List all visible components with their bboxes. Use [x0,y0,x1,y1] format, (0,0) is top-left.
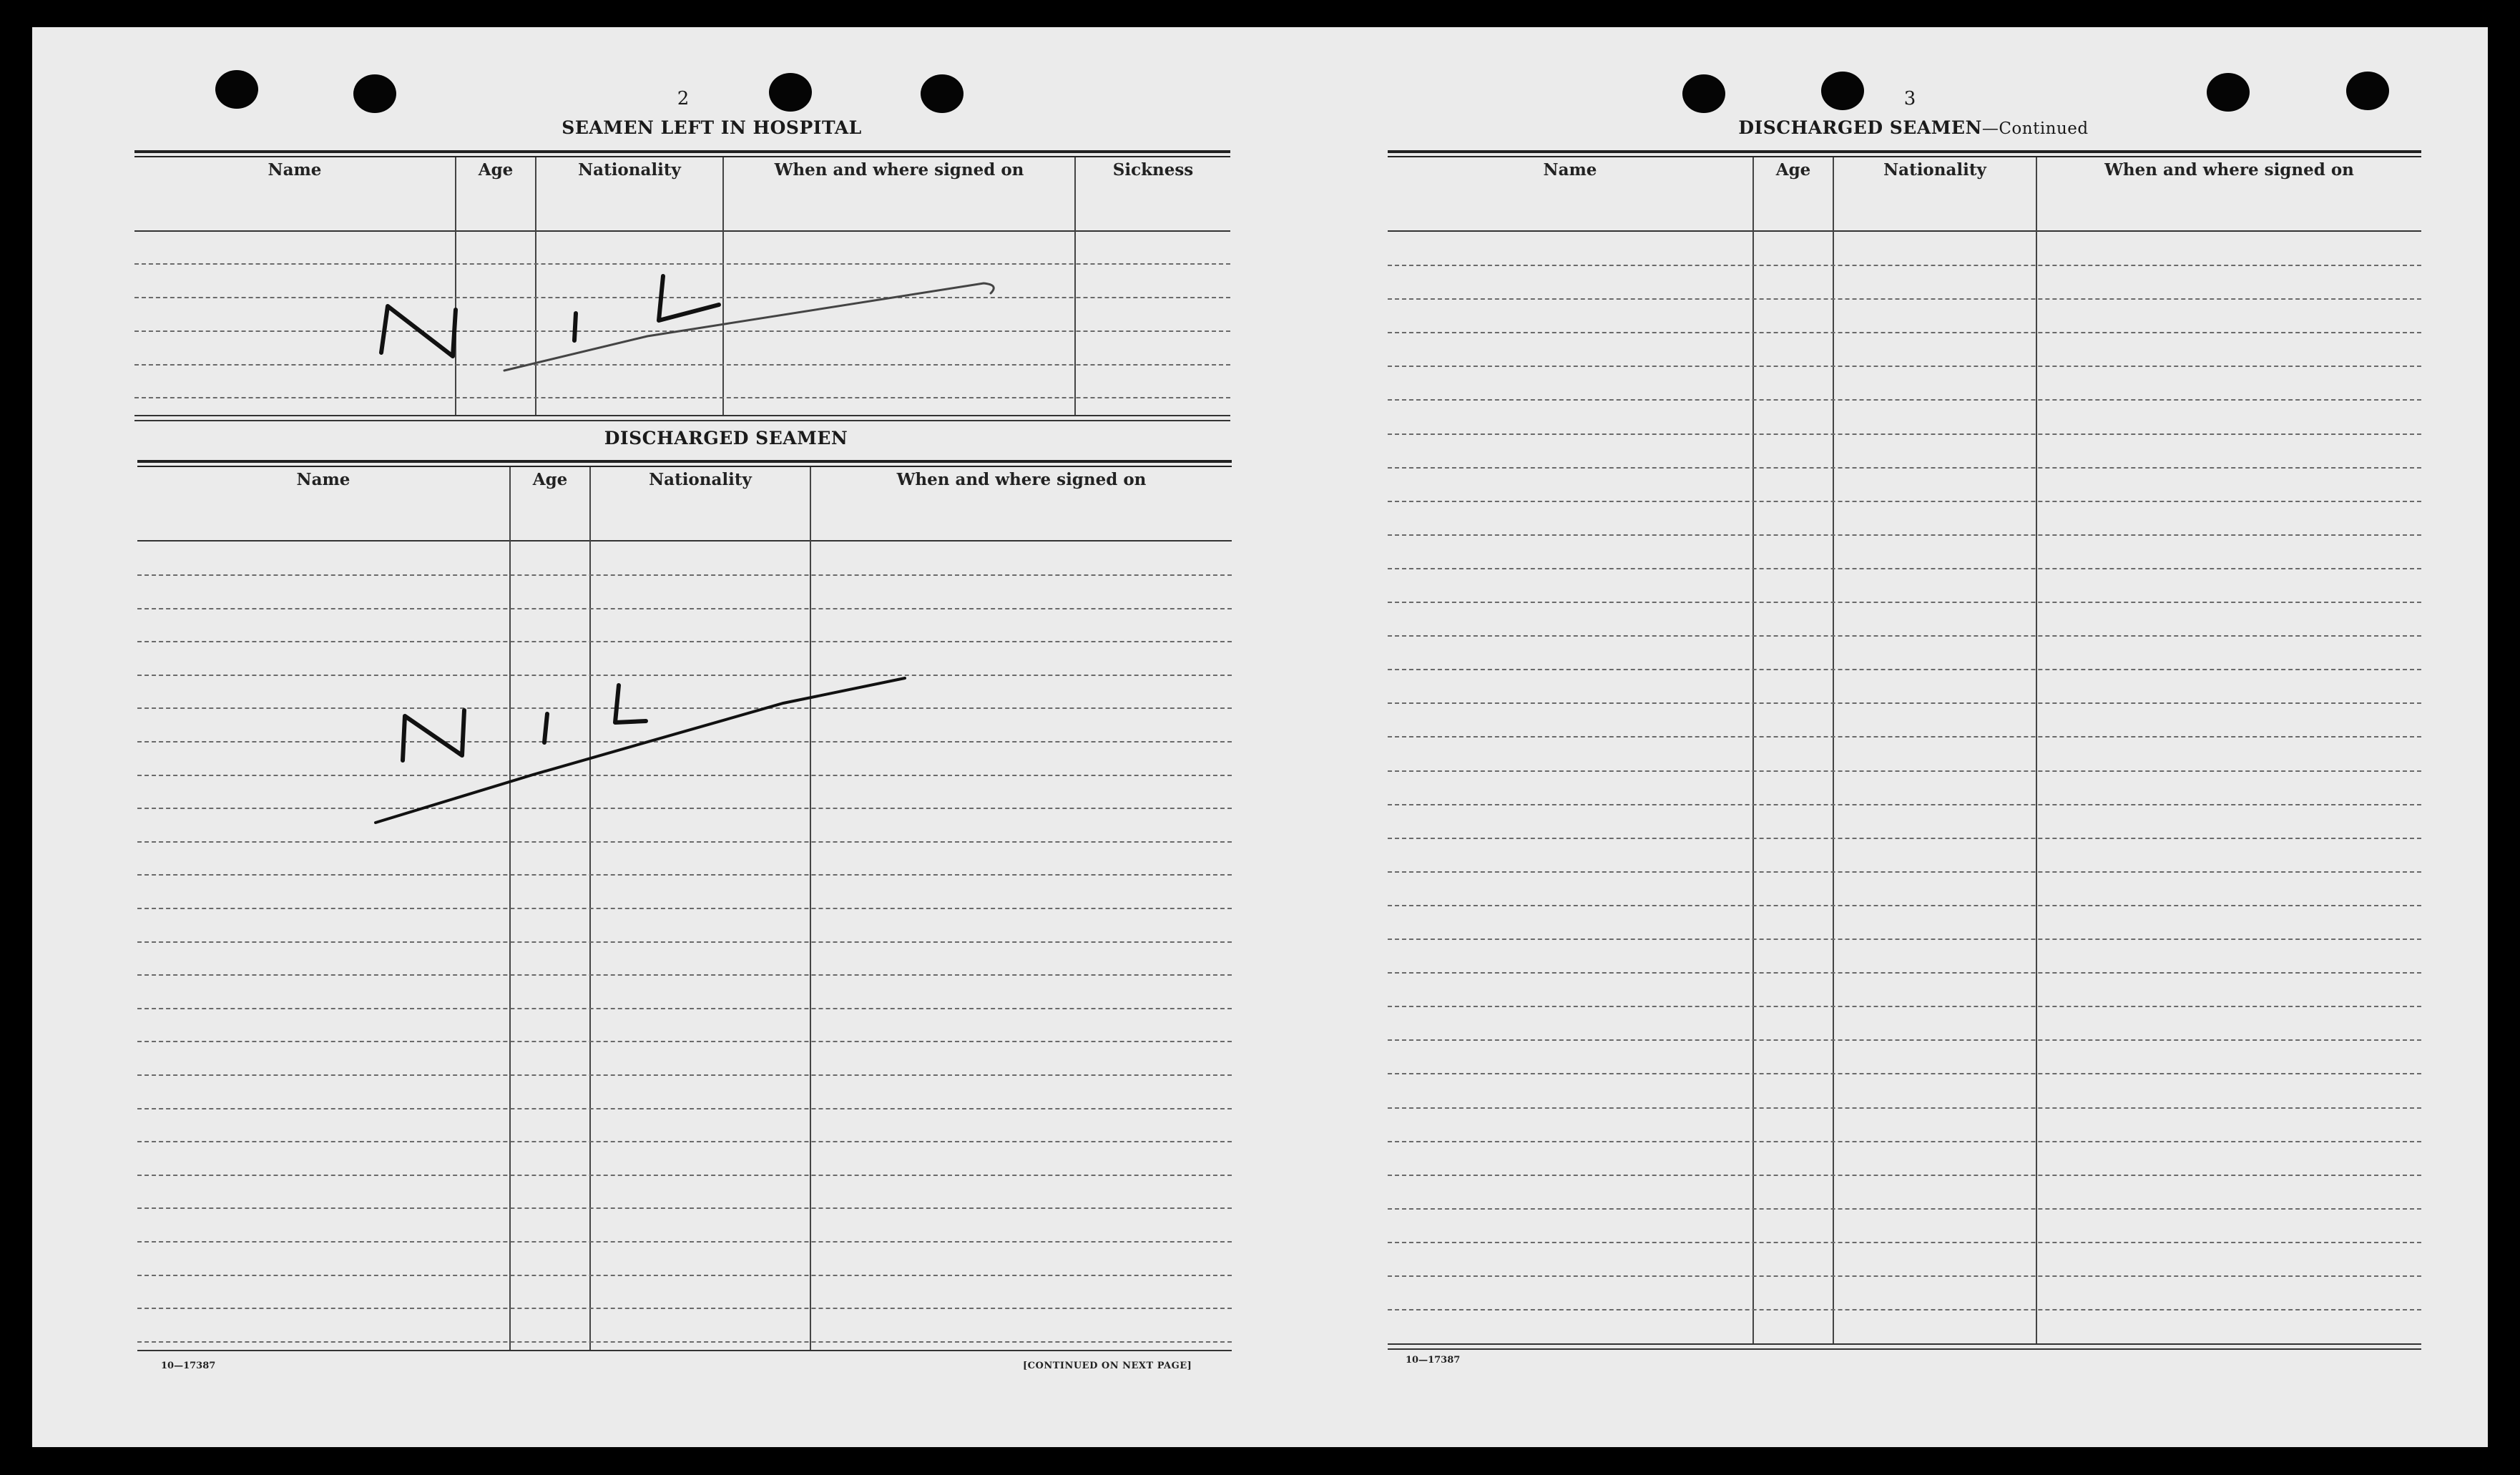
form-number-left: 10—17387 [161,1361,216,1371]
hospital-table [134,150,1230,444]
table-row [1388,905,2421,906]
form-number-right: 10—17387 [1406,1355,1461,1366]
col-header-nationality: Nationality [649,470,752,489]
col-header-age: Age [1775,160,1811,180]
col-header-signed-on: When and where signed on [774,160,1024,180]
table-row [137,941,1232,943]
table-row [1388,298,2421,300]
table-row [1388,332,2421,333]
punch-hole [353,74,396,113]
table-row [1388,602,2421,603]
continued-note: [CONTINUED ON NEXT PAGE] [1023,1361,1192,1371]
table-row [137,1141,1232,1142]
page-number-left: 2 [677,88,690,109]
table-row [137,1008,1232,1009]
table-row [137,675,1232,676]
table-row [137,1207,1232,1209]
table-row [1388,1242,2421,1243]
col-header-age: Age [478,160,514,180]
table-row [137,741,1232,743]
discharged-continued-title [1663,117,2164,138]
table-row [1388,804,2421,805]
table-row [137,1108,1232,1109]
table-row [137,608,1232,609]
col-header-age: Age [532,470,568,489]
table-row [1388,669,2421,670]
table-row [1388,1073,2421,1074]
punch-hole [2207,73,2250,112]
table-row [137,1175,1232,1176]
table-row [1388,635,2421,637]
table-row [1388,433,2421,435]
table-row [1388,399,2421,401]
col-header-name: Name [268,160,322,180]
table-row [1388,702,2421,704]
title-suffix: —Continued [1981,119,2089,138]
table-row [137,707,1232,709]
table-row [1388,467,2421,469]
table-row [137,841,1232,843]
punch-hole [215,70,258,109]
table-row [1388,1107,2421,1109]
table-row [1388,1141,2421,1142]
table-row [137,574,1232,576]
hospital-section-title: SEAMEN LEFT IN HOSPITAL [562,117,862,138]
table-row [1388,871,2421,873]
table-row [1388,501,2421,502]
table-row [1388,736,2421,738]
table-row [1388,568,2421,569]
table-row [137,1308,1232,1309]
col-header-name: Name [1543,160,1597,180]
table-row [137,641,1232,642]
table-row [137,808,1232,809]
table-row [1388,1039,2421,1041]
table-row [1388,838,2421,839]
table-row [137,908,1232,909]
col-header-nationality: Nationality [578,160,681,180]
table-row [1388,1208,2421,1210]
table-row [137,775,1232,776]
title-main: DISCHARGED SEAMEN [1738,117,1982,138]
col-header-signed-on: When and where signed on [2104,160,2354,180]
col-header-nationality: Nationality [1883,160,1986,180]
table-row [1388,972,2421,974]
col-header-sickness: Sickness [1112,160,1194,180]
table-row [137,1341,1232,1343]
table-row [1388,1006,2421,1007]
table-row [1388,366,2421,367]
table-row [137,874,1232,876]
table-row [137,1275,1232,1276]
punch-hole [921,74,964,113]
table-row [137,974,1232,976]
table-row [137,1041,1232,1042]
discharged-section-title: DISCHARGED SEAMEN [604,428,848,449]
table-row [1388,770,2421,772]
punch-hole [2346,72,2389,110]
discharged-table-right [1388,150,2421,1381]
punch-hole [1682,74,1725,113]
table-row [137,1074,1232,1076]
table-row [1388,1309,2421,1310]
col-header-name: Name [296,470,350,489]
discharged-table-left [137,460,1232,1390]
table-row [1388,534,2421,536]
table-row [1388,265,2421,266]
col-header-signed-on: When and where signed on [896,470,1147,489]
table-row [1388,1275,2421,1277]
punch-hole [769,73,812,112]
page-number-right: 3 [1903,88,1916,109]
table-row [137,1241,1232,1243]
record-sheet [32,27,2488,1447]
punch-hole [1821,72,1864,110]
table-row [1388,1175,2421,1176]
table-row [1388,939,2421,940]
